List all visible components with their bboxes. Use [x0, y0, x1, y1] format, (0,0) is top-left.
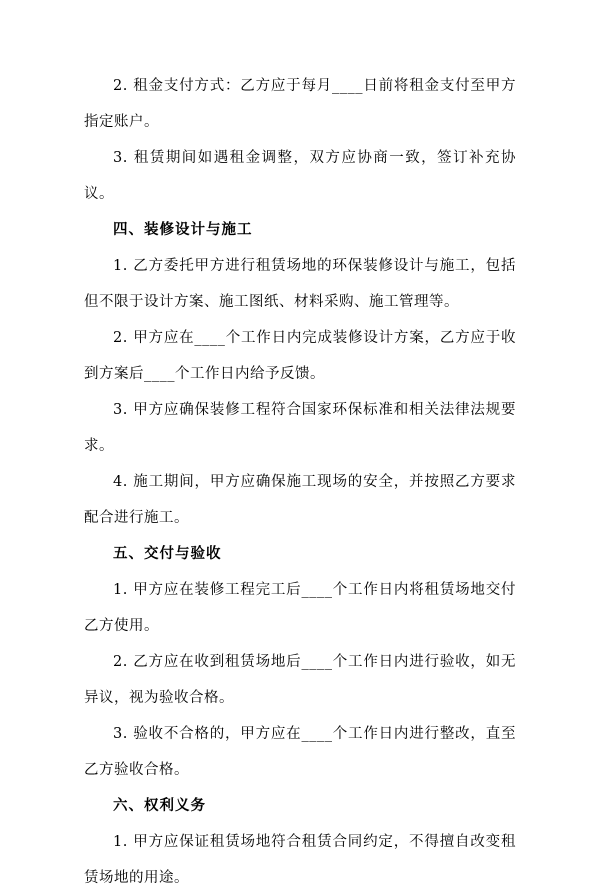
clause-construction-safety: 4. 施工期间，甲方应确保施工现场的安全，并按照乙方要求配合进行施工。 — [84, 474, 516, 526]
section-heading-renovation: 四、装修设计与施工 — [113, 221, 253, 238]
section-heading-delivery: 五、交付与验收 — [113, 545, 222, 562]
clause-acceptance-check: 2. 乙方应在收到租赁场地后____个工作日内进行验收，如无异议，视为验收合格。 — [84, 654, 516, 706]
clause-landlord-guarantee: 1. 甲方应保证租赁场地符合租赁合同约定，不得擅自改变租赁场地的用途。 — [84, 834, 516, 886]
clause-rent-adjustment: 3. 租赁期间如遇租金调整，双方应协商一致，签订补充协议。 — [84, 150, 516, 202]
clause-rectification: 3. 验收不合格的，甲方应在____个工作日内进行整改，直至乙方验收合格。 — [84, 726, 516, 778]
clause-rent-payment-method: 2. 租金支付方式：乙方应于每月____日前将租金支付至甲方指定账户。 — [84, 78, 516, 130]
section-heading-rights: 六、权利义务 — [113, 797, 206, 814]
clause-design-plan-deadline: 2. 甲方应在____个工作日内完成装修设计方案，乙方应于收到方案后____个工作日内给予反馈。 — [84, 330, 516, 382]
clause-environmental-standards: 3. 甲方应确保装修工程符合国家环保标准和相关法律法规要求。 — [84, 402, 516, 454]
clause-delivery-deadline: 1. 甲方应在装修工程完工后____个工作日内将租赁场地交付乙方使用。 — [84, 582, 516, 634]
clause-renovation-entrust: 1. 乙方委托甲方进行租赁场地的环保装修设计与施工，包括但不限于设计方案、施工图纸、材料采购、施工管理等。 — [84, 258, 516, 310]
